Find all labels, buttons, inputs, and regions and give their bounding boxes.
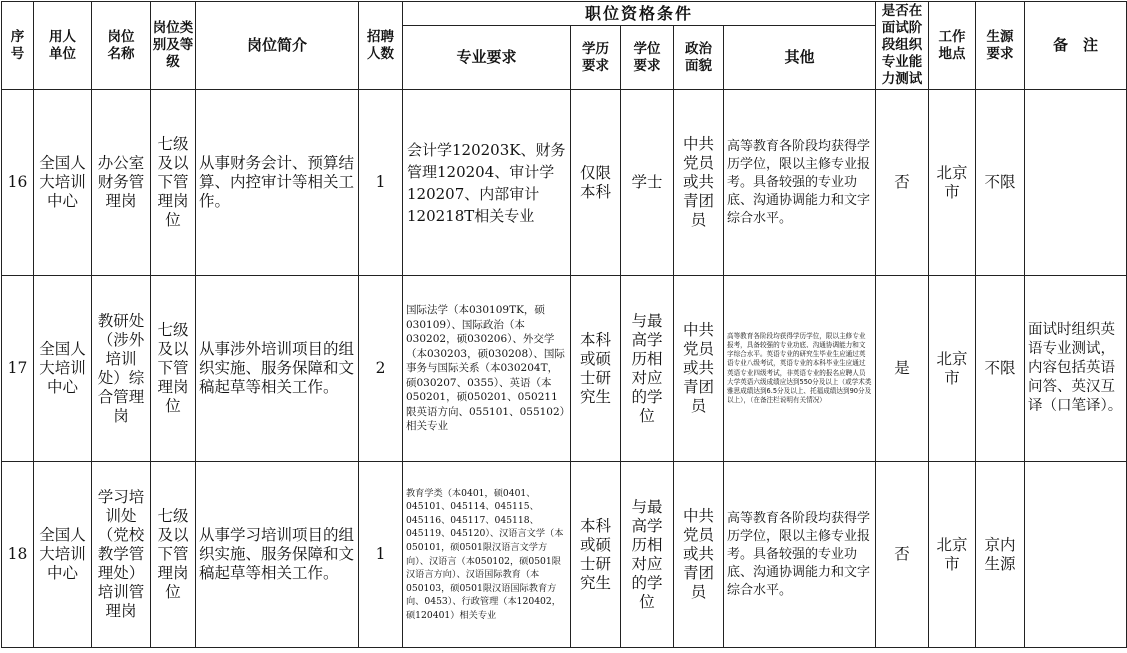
- cell-remarks: [1025, 90, 1127, 276]
- cell-seq: 18: [2, 462, 34, 648]
- cell-other: 高等教育各阶段均获得学历学位，限以主修专业报考。具备较强的专业功底、沟通协调能力和文字综合水平。: [724, 90, 876, 276]
- cell-post-desc: 从事财务会计、预算结算、内控审计等相关工作。: [196, 90, 359, 276]
- cell-degree: 与最高学历相对应的学位: [621, 462, 674, 648]
- cell-count: 1: [359, 462, 403, 648]
- cell-origin: 不限: [976, 276, 1025, 462]
- header-degree: 学位要求: [621, 26, 674, 90]
- table-row: [2, 90, 1127, 276]
- cell-political: 中共党员或共青团员: [674, 462, 724, 648]
- header-origin: 生源要求: [976, 2, 1025, 90]
- cell-major: 会计学120203K、财务管理120204、审计学120207、内部审计120218T相关专业: [403, 90, 571, 276]
- cell-political: 中共党员或共青团员: [674, 90, 724, 276]
- cell-post-level: 七级及以下管理岗位: [151, 276, 196, 462]
- header-remarks: 备 注: [1025, 2, 1127, 90]
- header-post-level: 岗位类别及等级: [151, 2, 196, 90]
- cell-degree: 学士: [621, 90, 674, 276]
- cell-interview-test: 否: [876, 462, 929, 648]
- cell-location: 北京市: [929, 276, 976, 462]
- header-qualification-group: 职位资格条件: [403, 2, 876, 26]
- cell-major: 国际法学（本030109TK，硕030109）、国际政治（本030202，硕030206）、外交学（本030203，硕030208）、国际事务与国际关系（本030204T，硕030207、0355）、英语（本050201，硕050201、050211限英语方向、055101、055102）相关专业: [403, 276, 571, 462]
- header-employer: 用人单位: [34, 2, 92, 90]
- cell-remarks: [1025, 462, 1127, 648]
- cell-education: 本科或硕士研究生: [571, 276, 621, 462]
- header-count: 招聘人数: [359, 2, 403, 90]
- table-row: [2, 276, 1127, 462]
- cell-post-name: 办公室财务管理岗: [92, 90, 151, 276]
- cell-other: 高等教育各阶段均获得学历学位，限以主修专业报考，具备较强的专业功底、沟通协调能力和文字综合水平。英语专业的研究生毕业生应通过英语专业八级考试，英语专业的本科毕业生应通过英语专业四级考试，非英语专业的报名应聘人员大学英语六级成绩应达到550分及以上（或学术类雅思成绩达到6.5分及以上、托福成绩达到90分及以上），（在备注栏说明有关情况）: [724, 276, 876, 462]
- cell-employer: 全国人大培训中心: [34, 462, 92, 648]
- cell-count: 2: [359, 276, 403, 462]
- cell-post-level: 七级及以下管理岗位: [151, 90, 196, 276]
- cell-count: 1: [359, 90, 403, 276]
- cell-post-name: 教研处（涉外培训处）综合管理岗: [92, 276, 151, 462]
- header-post-name: 岗位名称: [92, 2, 151, 90]
- cell-post-name: 学习培训处（党校教学管理处）培训管理岗: [92, 462, 151, 648]
- cell-education: 本科或硕士研究生: [571, 462, 621, 648]
- table-row: [2, 462, 1127, 648]
- cell-post-level: 七级及以下管理岗位: [151, 462, 196, 648]
- cell-education: 仅限本科: [571, 90, 621, 276]
- cell-post-desc: 从事学习培训项目的组织实施、服务保障和文稿起草等相关工作。: [196, 462, 359, 648]
- cell-seq: 16: [2, 90, 34, 276]
- recruitment-table: [1, 1, 1127, 648]
- cell-origin: 不限: [976, 90, 1025, 276]
- cell-employer: 全国人大培训中心: [34, 276, 92, 462]
- header-seq: 序号: [2, 2, 34, 90]
- header-major: 专业要求: [403, 26, 571, 90]
- cell-degree: 与最高学历相对应的学位: [621, 276, 674, 462]
- header-other: 其他: [724, 26, 876, 90]
- cell-other: 高等教育各阶段均获得学历学位，限以主修专业报考。具备较强的专业功底、沟通协调能力和文字综合水平。: [724, 462, 876, 648]
- cell-origin: 京内生源: [976, 462, 1025, 648]
- cell-location: 北京市: [929, 90, 976, 276]
- header-location: 工作地点: [929, 2, 976, 90]
- cell-remarks: 面试时组织英语专业测试，内容包括英语问答、英汉互译（口笔译）。: [1025, 276, 1127, 462]
- header-interview-test: 是否在面试阶段组织专业能力测试: [876, 2, 929, 90]
- cell-location: 北京市: [929, 462, 976, 648]
- cell-post-desc: 从事涉外培训项目的组织实施、服务保障和文稿起草等相关工作。: [196, 276, 359, 462]
- cell-political: 中共党员或共青团员: [674, 276, 724, 462]
- header-political: 政治面貌: [674, 26, 724, 90]
- cell-major: 教育学类（本0401，硕0401、045101、045114、045115、045116、045117、045118、045119、045120）、汉语言文学（本050101，硕0501限汉语言文学方向）、汉语言（本050102，硕0501限汉语言方向）、汉语国际教育（本050103，硕0501限汉语国际教育方向、0453）、行政管理（本120402，硕120401）相关专业: [403, 462, 571, 648]
- cell-interview-test: 是: [876, 276, 929, 462]
- cell-seq: 17: [2, 276, 34, 462]
- header-education: 学历要求: [571, 26, 621, 90]
- cell-interview-test: 否: [876, 90, 929, 276]
- cell-employer: 全国人大培训中心: [34, 90, 92, 276]
- header-post-desc: 岗位简介: [196, 2, 359, 90]
